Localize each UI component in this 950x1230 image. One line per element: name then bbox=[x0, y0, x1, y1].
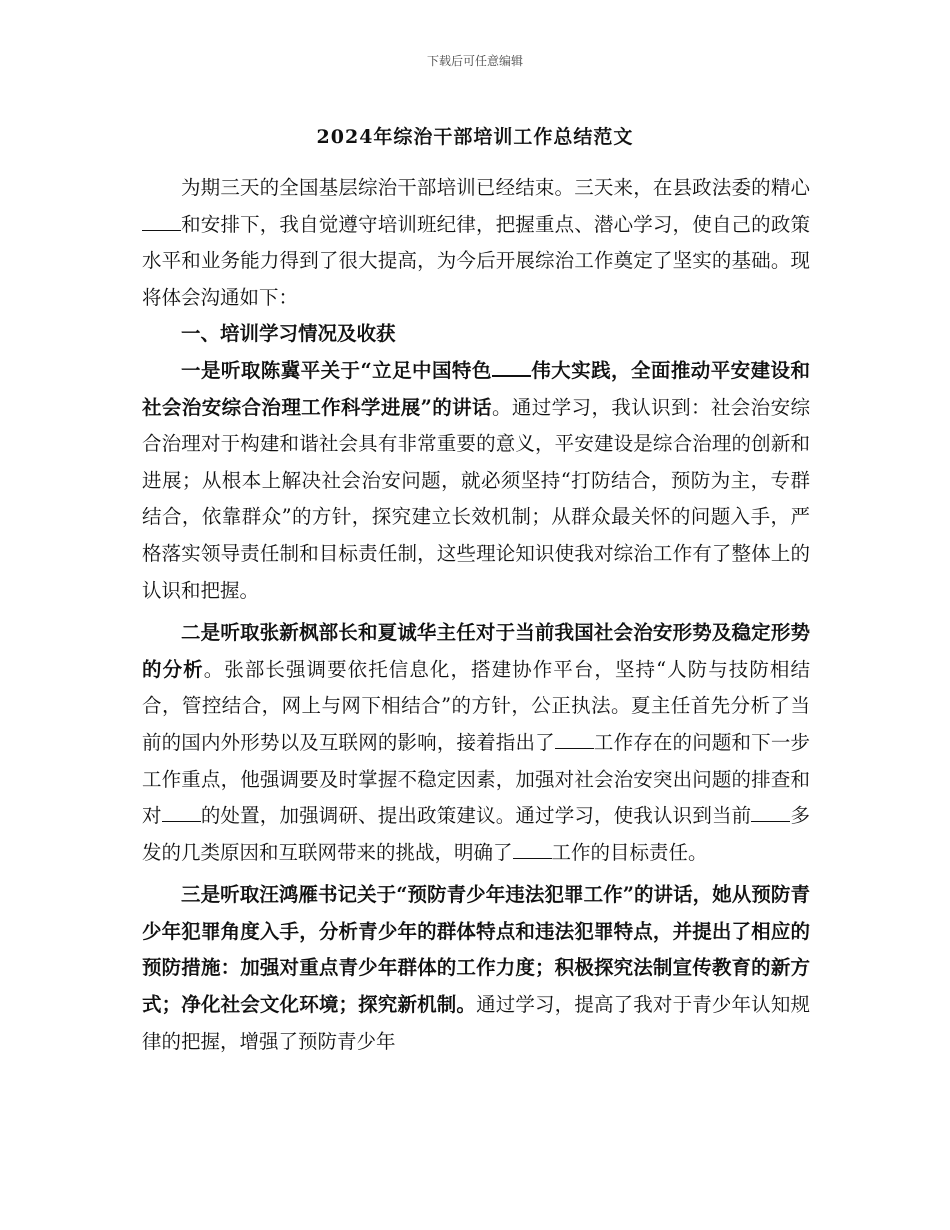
fill-blank bbox=[555, 730, 594, 749]
fill-blank bbox=[142, 212, 181, 231]
item3-text: 通过学习，提高了我对于青少年认知规律的把握，增强了预防青少年 bbox=[142, 993, 810, 1053]
section-heading: 一、培训学习情况及收获 bbox=[181, 322, 396, 346]
item2-text-a: 。张部长强调要依托信息化，搭建协作平台，坚持“人防与技防相结合，管控结合，网上与网下相结合”的方针，公正执法。夏主任首先分析了当前的国内外形势以及互联网的影响，接着指出了 bbox=[142, 657, 810, 754]
item1-bold-a: 一是听取陈冀平关于“立足中国特色 bbox=[181, 358, 492, 382]
fill-blank bbox=[492, 357, 531, 377]
document-body bbox=[142, 170, 810, 1060]
item1-paragraph bbox=[142, 353, 810, 609]
item2-paragraph bbox=[142, 615, 810, 871]
intro-paragraph bbox=[142, 170, 810, 316]
fill-blank bbox=[751, 804, 790, 823]
item3-bold-lead: 三是听取汪鸿雁书记关于“预防青少年违法犯罪工作”的讲话，她从预防青少年犯罪角度入手，分析青少年的群体特点和违法犯罪特点，并提出了相应的预防措施：加强对重点青少年群体的工作力度；积极探究法制宣传教育的新方式；净化社会文化环境；探究新机制。 bbox=[142, 883, 810, 1017]
item2-text-d: 多发的几类原因和互联网带来的挑战，明确了 bbox=[142, 804, 810, 864]
item1-text: 。通过学习，我认识到：社会治安综合治理对于构建和谐社会具有非常重要的意义，平安建设是综合治理的创新和进展；从根本上解决社会治安问题，就必须坚持“打防结合，预防为主，专群结合，依靠群众”的方针，探究建立长效机制；从群众最关怀的问题入手，严格落实领导责任制和目标责任制，这些理论知识使我对综治工作有了整体上的认识和把握。 bbox=[142, 395, 810, 602]
item2-text-c: 的处置，加强调研、提出政策建议。通过学习，使我认识到当前 bbox=[200, 804, 752, 828]
item2-bold-lead: 二是听取张新枫部长和夏诚华主任对于当前我国社会治安形势及稳定形势的分析 bbox=[142, 621, 810, 681]
item1-bold-b: 伟大实践，全面推动平安建设和社会治安综合治理工作科学进展”的讲话 bbox=[142, 358, 810, 419]
item2-text-b: 工作存在的问题和下一步工作重点，他强调要及时掌握不稳定因素，加强对社会治安突出问题的排查和对 bbox=[142, 730, 810, 828]
intro-text-b: 和安排下，我自觉遵守培训班纪律，把握重点、潜心学习，使自己的政策水平和业务能力得到了很大提高，为今后开展综治工作奠定了坚实的基础。现将体会沟通如下： bbox=[142, 212, 810, 309]
document-title: 2024年综治干部培训工作总结范文 bbox=[316, 126, 634, 148]
fill-blank bbox=[162, 804, 201, 823]
intro-text-a: 为期三天的全国基层综治干部培训已经结束。三天来，在县政法委的精心 bbox=[181, 176, 810, 199]
header-note: 下载后可任意编辑 bbox=[426, 54, 523, 68]
item2-text-e: 工作的目标责任。 bbox=[551, 840, 708, 864]
fill-blank bbox=[513, 840, 552, 859]
item3-paragraph bbox=[142, 877, 810, 1060]
